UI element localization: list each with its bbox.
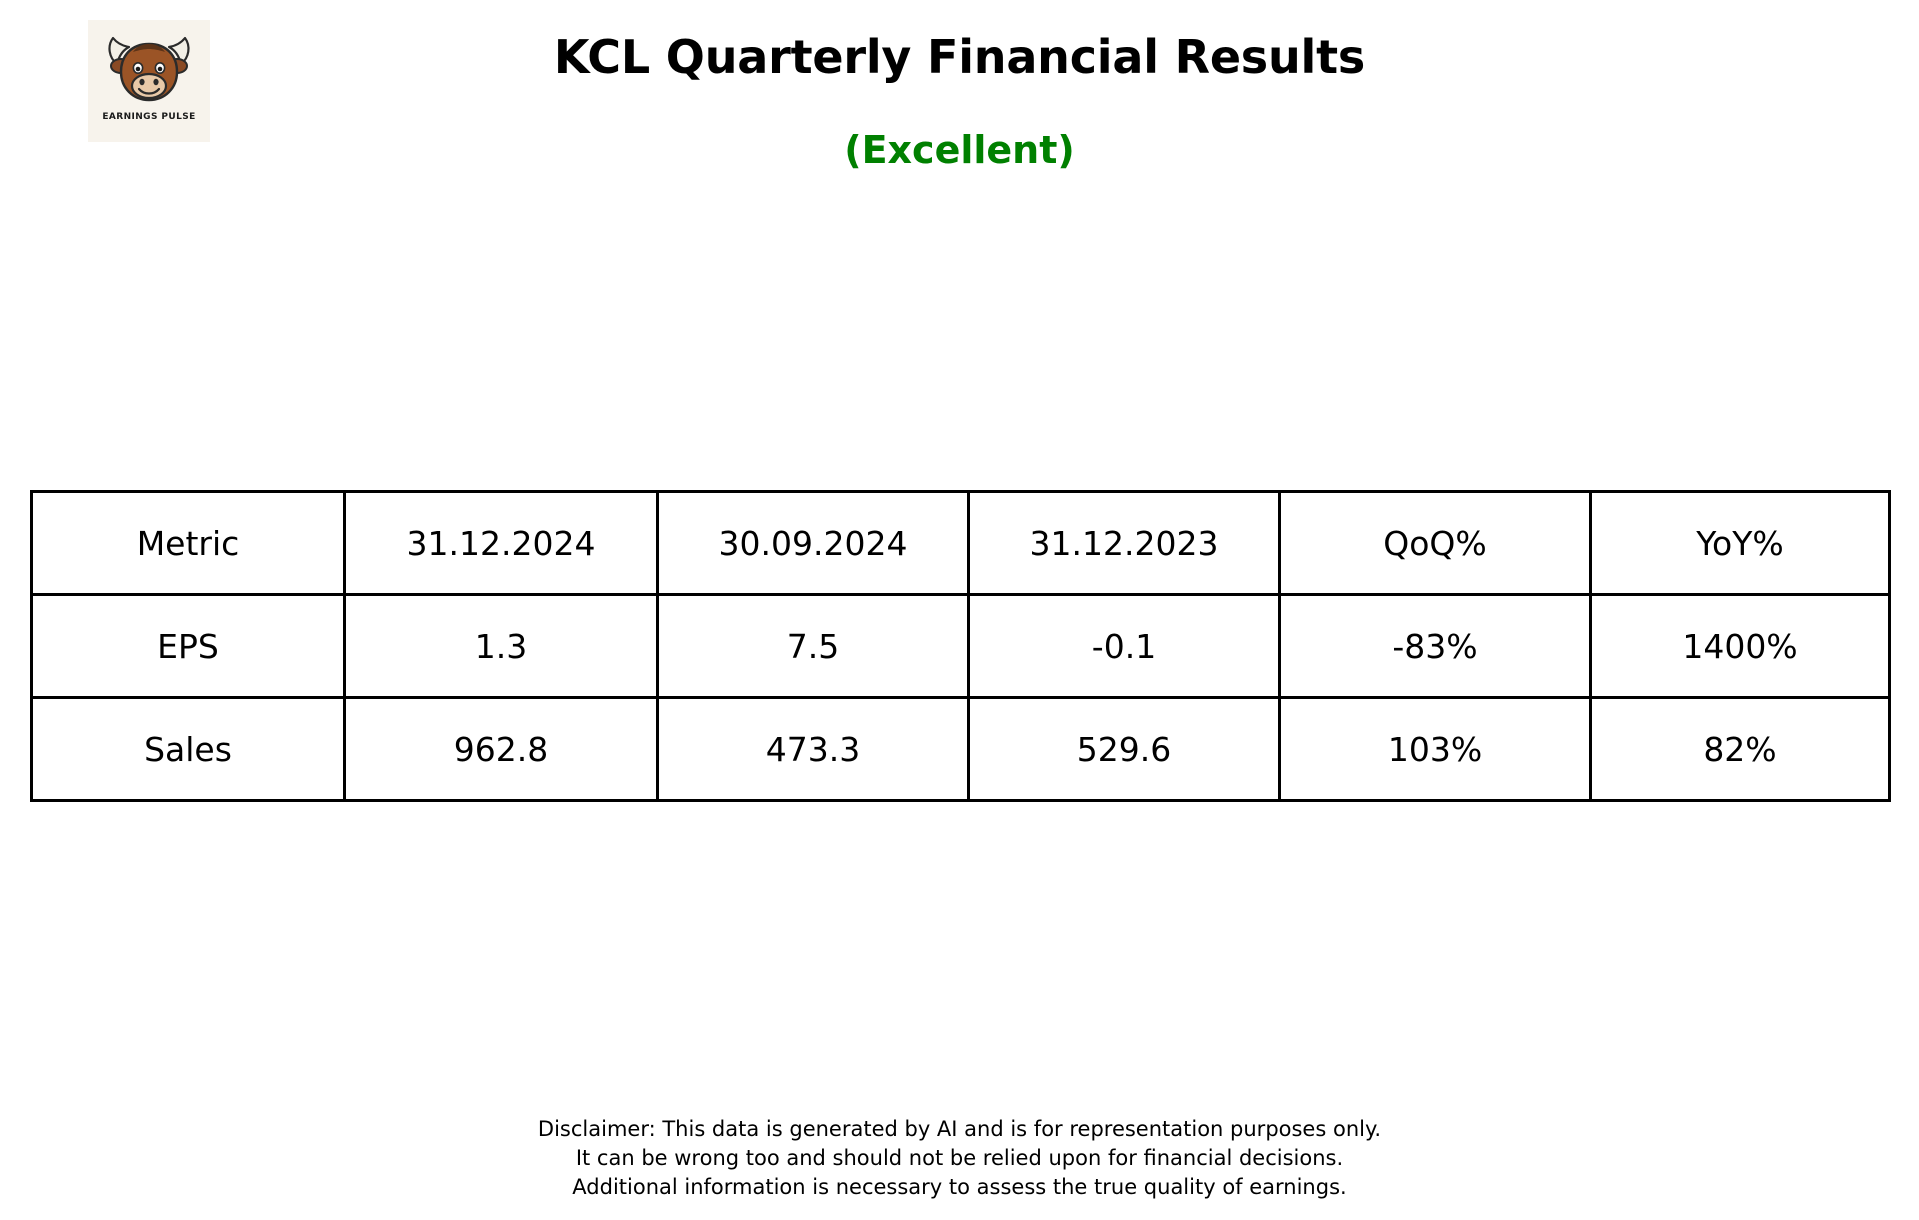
sales-yoy-value: 82% (1591, 698, 1890, 801)
financial-table-container (30, 490, 1888, 802)
column-header-period-2: 30.09.2024 (658, 492, 969, 595)
page-subtitle: (Excellent) (844, 128, 1075, 172)
disclaimer-line-2: It can be wrong too and should not be relied upon for financial decisions. (575, 1146, 1344, 1170)
disclaimer-line-1: Disclaimer: This data is generated by AI and is for representation purposes only. (537, 1117, 1382, 1141)
row-label-eps: EPS (32, 595, 345, 698)
column-header-qoq: QoQ% (1280, 492, 1591, 595)
disclaimer (0, 1115, 1919, 1202)
column-header-yoy: YoY% (1591, 492, 1890, 595)
table-row (32, 698, 1890, 801)
column-header-metric: Metric (32, 492, 345, 595)
row-label-sales: Sales (32, 698, 345, 801)
table-row (32, 595, 1890, 698)
logo-caption: EARNINGS PULSE (102, 112, 196, 122)
page-title: KCL Quarterly Financial Results (553, 30, 1366, 84)
eps-qoq-value: -83% (1280, 595, 1591, 698)
column-header-period-3: 31.12.2023 (969, 492, 1280, 595)
sales-qoq-value: 103% (1280, 698, 1591, 801)
disclaimer-line-3: Additional information is necessary to assess the true quality of earnings. (572, 1175, 1347, 1199)
sales-period-1-value: 962.8 (345, 698, 658, 801)
sales-period-2-value: 473.3 (658, 698, 969, 801)
column-header-period-1: 31.12.2024 (345, 492, 658, 595)
eps-yoy-value: 1400% (1591, 595, 1890, 698)
financial-table (30, 490, 1891, 802)
eps-period-2-value: 7.5 (658, 595, 969, 698)
eps-period-1-value: 1.3 (345, 595, 658, 698)
table-header-row (32, 492, 1890, 595)
sales-period-3-value: 529.6 (969, 698, 1280, 801)
eps-period-3-value: -0.1 (969, 595, 1280, 698)
